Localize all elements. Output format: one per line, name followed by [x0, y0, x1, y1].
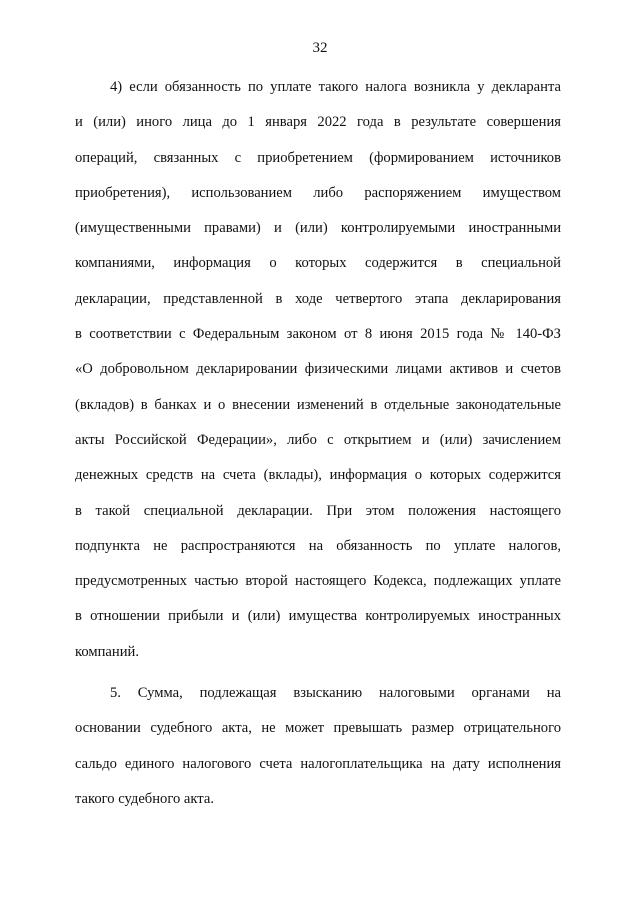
text-line: 4) если обязанность по уплате такого налога возникла у декларанта [110, 79, 561, 95]
paragraph-4 [75, 70, 561, 670]
text-line: основании судебного акта, не может превышать размер отрицательного [75, 720, 561, 737]
text-line: сальдо единого налогового счета налогоплательщика на дату исполнения [75, 755, 561, 772]
text-line: (имущественными правами) и (или) контролируемыми иностранными [75, 220, 561, 237]
text-line: «О добровольном декларировании физическими лицами активов и счетов [75, 361, 561, 378]
text-line: и (или) иного лица до 1 января 2022 года в результате совершения [75, 114, 561, 131]
paragraph-5 [75, 676, 561, 817]
text-line: подпункта не распространяются на обязанность по уплате налогов, [75, 537, 561, 554]
page-number: 32 [312, 40, 328, 56]
document-body [75, 70, 561, 817]
text-line: 5. Сумма, подлежащая взысканию налоговыми органами на [110, 685, 561, 702]
text-line: предусмотренных частью второй настоящего Кодекса, подлежащих уплате [75, 573, 561, 590]
text-line: компаний. [75, 643, 139, 660]
text-line: денежных средств на счета (вклады), информация о которых содержится [75, 467, 561, 484]
text-line: в соответствии с Федеральным законом от 8 июня 2015 года № 140-ФЗ [75, 326, 561, 343]
text-line: (вкладов) в банках и о внесении изменений в отдельные законодательные [75, 396, 561, 413]
text-line: операций, связанных с приобретением (формированием источников [75, 149, 561, 166]
text-line: компаниями, информация о которых содержится в специальной [75, 255, 561, 272]
text-line: в такой специальной декларации. При этом положения настоящего [75, 502, 561, 519]
text-line: декларации, представленной в ходе четвертого этапа декларирования [75, 290, 561, 307]
text-line: акты Российской Федерации», либо с открытием и (или) зачислением [75, 431, 561, 448]
text-line: такого судебного акта. [75, 790, 214, 807]
text-line: в отношении прибыли и (или) имущества контролируемых иностранных [75, 608, 561, 625]
text-line: приобретения), использованием либо распоряжением имуществом [75, 184, 561, 201]
